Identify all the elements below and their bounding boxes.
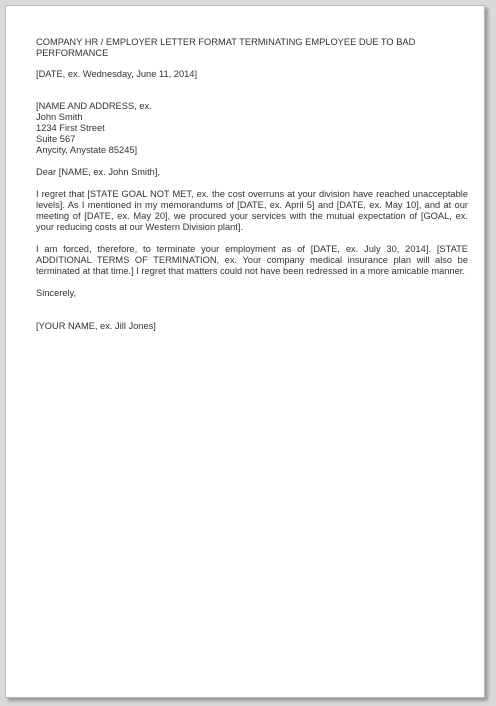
address-line: John Smith — [36, 112, 83, 122]
salutation: Dear [NAME, ex. John Smith], — [36, 167, 161, 177]
letter-title: COMPANY HR / EMPLOYER LETTER FORMAT TERMINATING EMPLOYEE DUE TO BAD PERFORMANCE — [36, 37, 416, 58]
letter-date: [DATE, ex. Wednesday, June 11, 2014] — [36, 69, 198, 79]
body-paragraph: I am forced, therefore, to terminate your employment as of [DATE, ex. July 30, 2014]. [STATE ADDITIONAL TERMS OF TERMINATION, ex. Your company medical insurance plan will also be terminated at that time.] I regret that matters could not have been redressed in a more amicable manner. — [36, 244, 468, 276]
address-line: [NAME AND ADDRESS, ex. — [36, 101, 152, 111]
address-line: Suite 567 — [36, 134, 76, 144]
address-line: Anycity, Anystate 85245] — [36, 145, 138, 155]
signature: [YOUR NAME, ex. Jill Jones] — [36, 321, 156, 331]
address-line: 1234 First Street — [36, 123, 105, 133]
letter-content — [36, 37, 468, 332]
body-paragraph: I regret that [STATE GOAL NOT MET, ex. the cost overruns at your division have reached unacceptable levels]. As I mentioned in my memorandums of [DATE, ex. April 5] and [DATE, ex. May 10], and at our meeting of [DATE, ex. May 20], we procured your services with the mutual expectation of [GOAL, ex. your reducing costs at our Western Division plant]. — [36, 189, 468, 232]
recipient-address — [36, 101, 468, 156]
letter-page — [5, 5, 485, 698]
closing: Sincerely, — [36, 288, 77, 298]
